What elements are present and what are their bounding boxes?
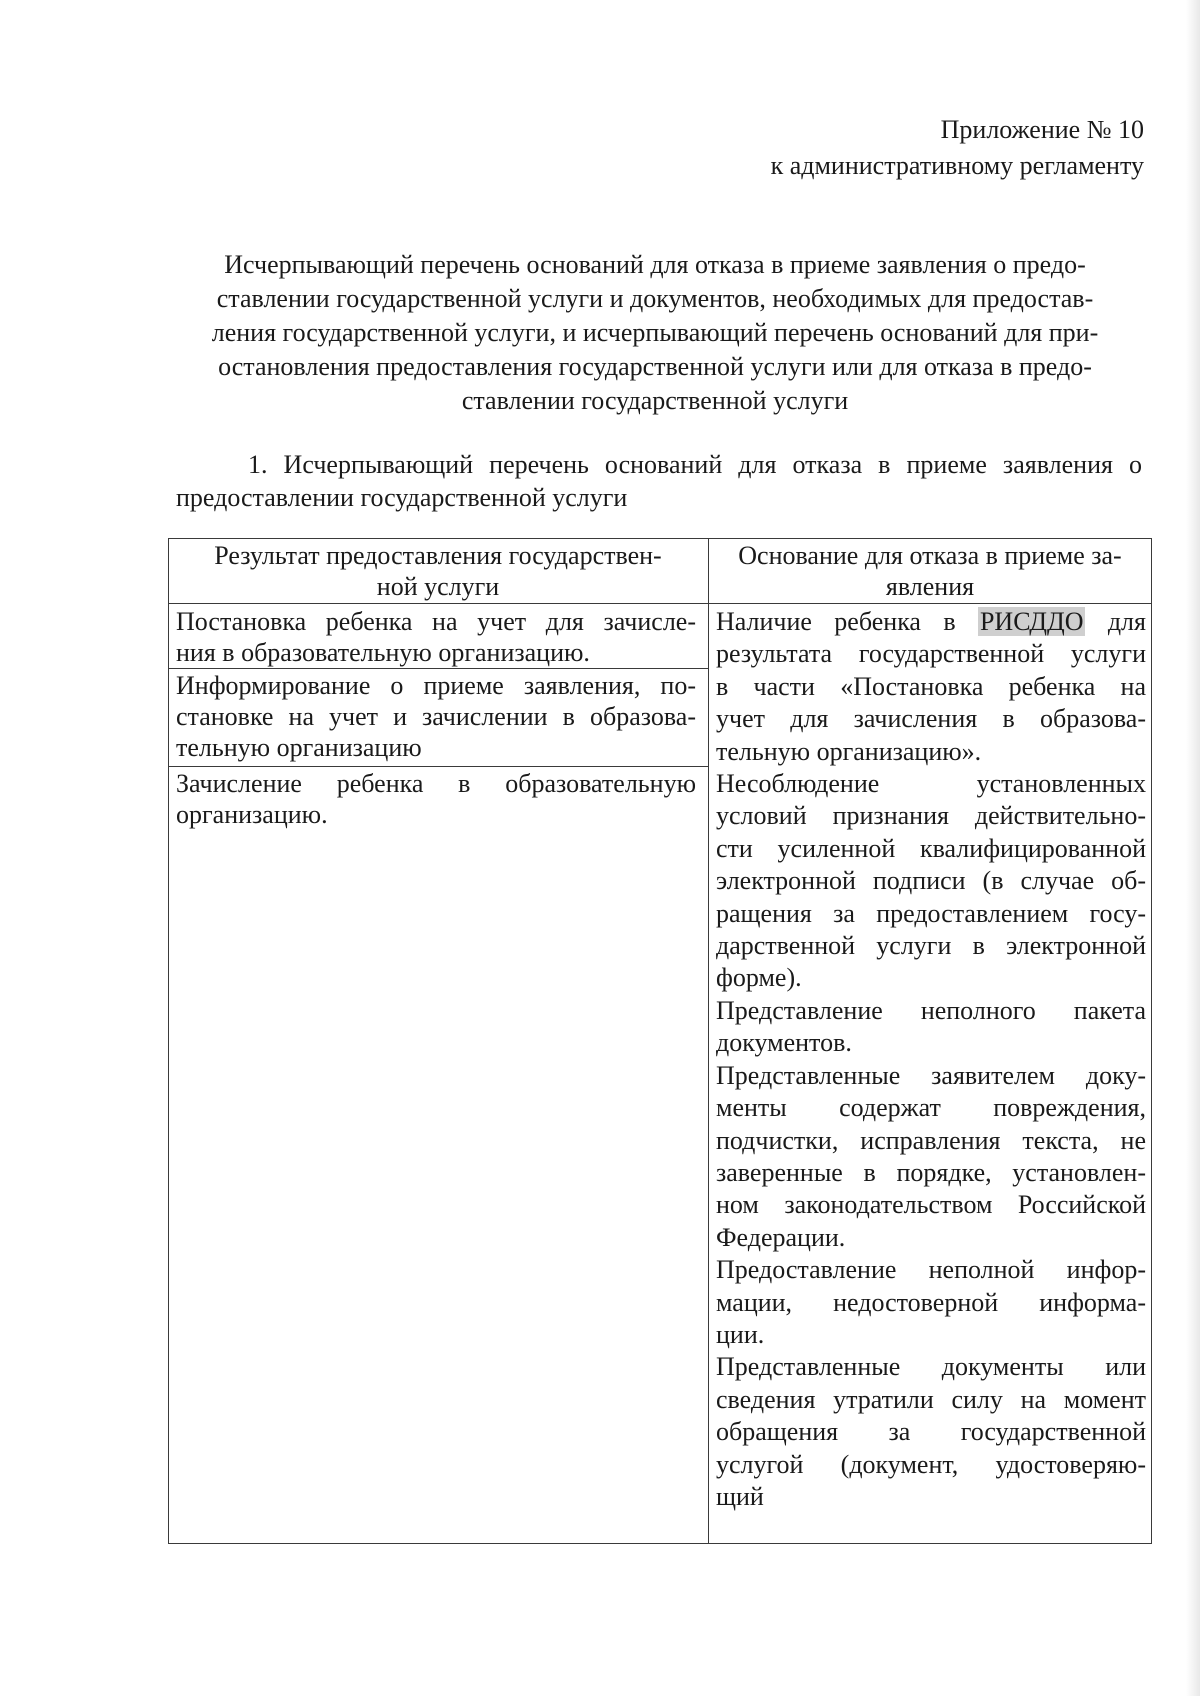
grounds-line: дарственной услуги в электронной [716, 931, 1146, 961]
grounds-line: Представление неполного пакета [716, 995, 1146, 1025]
table-header-result: Результат предоставления государствен- ной услуги [214, 541, 662, 601]
appendix-number: Приложение № 10 [940, 115, 1144, 144]
grounds-line: услугой (документ, удостоверяю- [716, 1449, 1146, 1479]
title-line: остановления предоставления государственной услуги или для отказа в предо- [218, 352, 1092, 381]
page-edge-shadow [1186, 0, 1200, 1696]
grounds-line: Представленные документы или [716, 1352, 1146, 1382]
grounds-line: форме). [716, 963, 802, 993]
grounds-line: условий признания действительно- [716, 801, 1146, 831]
grounds-line: заверенные в порядке, установлен- [716, 1157, 1146, 1187]
title-line: Исчерпывающий перечень оснований для отказа в приеме заявления о предо- [224, 250, 1086, 279]
table-row-result: Информирование о приеме заявления, по- становке на учет и зачислении в образова- тельную организацию [176, 671, 696, 762]
table-row-result: Зачисление ребенка в образовательную организацию. [176, 769, 696, 829]
title-line: ставлении государственной услуги и документов, необходимых для предостав- [216, 284, 1094, 313]
grounds-line: ращения за предоставлением госу- [716, 898, 1146, 928]
grounds-line: учет для зачисления в образова- [716, 704, 1146, 734]
grounds-line: ции. [716, 1319, 765, 1349]
grounds-line: Представленные заявителем доку- [716, 1060, 1146, 1090]
table-row-divider [168, 668, 708, 669]
grounds-line: Несоблюдение установленных [716, 769, 1146, 799]
table-grounds-list [716, 606, 1146, 1513]
highlighted-term: РИСДДО [979, 607, 1084, 636]
grounds-line: электронной подписи (в случае об- [716, 866, 1146, 896]
grounds-line: менты содержат повреждения, [716, 1093, 1146, 1123]
grounds-line: Наличие ребенка в РИСДДО для [716, 607, 1146, 636]
grounds-line: щий [716, 1481, 764, 1511]
document-title [168, 248, 1142, 418]
grounds-line: документов. [716, 1028, 852, 1058]
grounds-line: сти усиленной квалифицированной [716, 833, 1146, 863]
grounds-line: мации, недостоверной информа- [716, 1287, 1146, 1317]
section-1-line: 1. Исчерпывающий перечень оснований для отказа в приеме заявления о [248, 450, 1142, 479]
grounds-line: в части «Постановка ребенка на [716, 671, 1146, 701]
table-row-result: Постановка ребенка на учет для зачисле- ния в образовательную организацию. [176, 607, 696, 667]
section-1-line: предоставлении государственной услуги [176, 483, 628, 512]
title-line: ления государственной услуги, и исчерпывающий перечень оснований для при- [211, 318, 1099, 347]
section-1-heading [176, 448, 1142, 514]
table-header-divider [168, 603, 1152, 604]
table-header-grounds: Основание для отказа в приеме за- явления [738, 541, 1122, 601]
grounds-line: результата государственной услуги [716, 639, 1146, 669]
grounds-line: обращения за государственной [716, 1417, 1146, 1447]
appendix-header [771, 112, 1144, 184]
grounds-line: Предоставление неполной инфор- [716, 1255, 1146, 1285]
grounds-line: ном законодательством Российской [716, 1190, 1146, 1220]
title-line: ставлении государственной услуги [461, 386, 849, 415]
grounds-line: Федерации. [716, 1222, 846, 1252]
appendix-reference: к административному регламенту [770, 151, 1144, 180]
table-column-divider [708, 538, 709, 1544]
grounds-line: подчистки, исправления текста, не [716, 1125, 1146, 1155]
grounds-line: тельную организацию». [716, 736, 982, 766]
grounds-line: сведения утратили силу на момент [716, 1384, 1146, 1414]
table-row-divider [168, 766, 708, 767]
